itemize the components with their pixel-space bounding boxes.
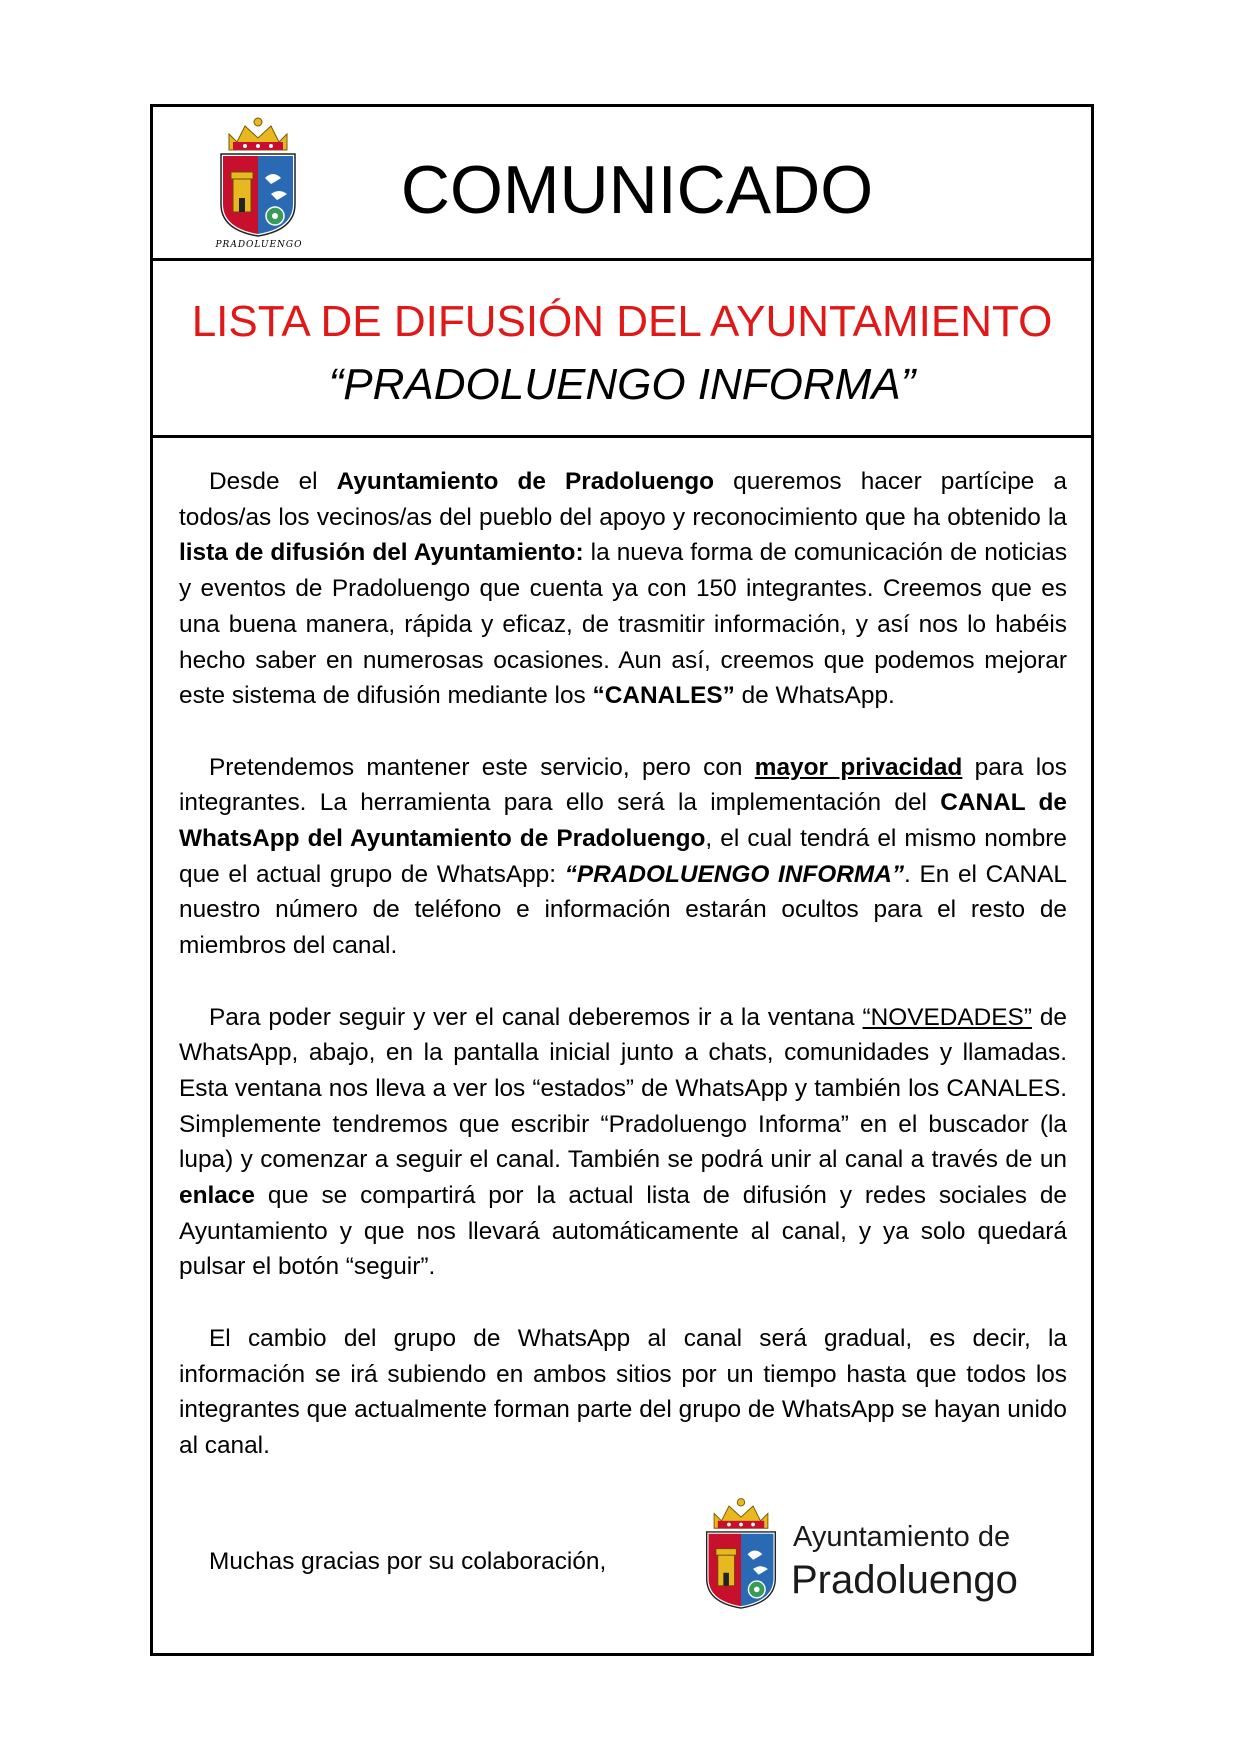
svg-text:PRADOLUENGO: PRADOLUENGO — [215, 240, 303, 250]
text-run: . En el CANAL nuestro número de teléfono e información estarán ocultos para el resto de miembros del canal. — [179, 860, 1067, 960]
subject-box — [153, 258, 1091, 438]
bold-text: enlace — [179, 1182, 255, 1210]
signature-line-2: Pradoluengo — [791, 1558, 1018, 1602]
subject-line-1: LISTA DE DIFUSIÓN DEL AYUNTAMIENTO — [191, 297, 1053, 346]
crest-caption-graphic — [209, 235, 309, 251]
text-run: que se compartirá por la actual lista de difusión y redes sociales de Ayuntamiento y que nos llevará automáticamente al canal, y ya solo quedará pulsar el botón “seguir”. — [179, 1182, 1067, 1281]
bold-italic-text: “PRADOLUENGO INFORMA” — [564, 860, 905, 888]
closing-text: Muchas gracias por su colaboración, — [209, 1548, 607, 1575]
underlined-text: “NOVEDADES” — [862, 1003, 1032, 1031]
text-run: Desde el — [209, 468, 337, 495]
bold-underlined-text: mayor privacidad — [754, 753, 963, 781]
signature-line-1: Ayuntamiento de — [793, 1521, 1011, 1553]
text-run: para los integrantes. La herramienta para ello será la implementación del — [179, 753, 1067, 817]
bold-text: Ayuntamiento de Pradoluengo — [336, 468, 715, 495]
paragraph-1 — [179, 464, 1067, 714]
paragraph-2 — [179, 750, 1067, 964]
text-run: queremos hacer partícipe a todos/as los vecinos/as del pueblo del apoyo y reconocimiento que ha obtenido la — [179, 468, 1067, 531]
bold-text: “CANALES” — [592, 682, 735, 710]
text-run: de WhatsApp. — [734, 682, 895, 710]
text-run: de WhatsApp, abajo, en la pantalla inicial junto a chats, comunidades y llamadas. Esta ventana nos lleva a ver los “estados” de WhatsApp y también los CANALES. Simplemente tendremos que escribir “Pradoluengo Informa” en el buscador (la lupa) y comenzar a seguir el canal. También se podrá unir al canal a través de un — [179, 1003, 1067, 1174]
body-text — [179, 464, 1067, 1499]
header-box — [153, 107, 1091, 261]
text-run: Pretendemos mantener este servicio, pero con — [209, 753, 755, 781]
bold-text: CANAL de WhatsApp del Ayuntamiento de Pradoluengo — [179, 789, 1067, 853]
text-run: la nueva forma de comunicación de noticias y eventos de Pradoluengo que cuenta ya con 150 integrantes. Creemos que es una buena manera, rápida y eficaz, de trasmitir información, y así nos lo habéis hecho saber en numerosas ocasiones. Aun así, creemos que podemos mejorar este sistema de difusión mediante los — [179, 539, 1068, 710]
text-run: , el cual tendrá el mismo nombre que el actual grupo de WhatsApp: — [179, 825, 1067, 888]
text-run: Para poder seguir y ver el canal deberemos ir a la ventana — [209, 1003, 863, 1031]
subject-line-2: “PRADOLUENGO INFORMA” — [328, 360, 916, 409]
notice-frame — [150, 104, 1094, 1656]
paragraph-4: El cambio del grupo de WhatsApp al canal será gradual, es decir, la información se irá subiendo en ambos sitios por un tiempo hasta que todos los integrantes que actualmente forman parte del grupo de WhatsApp se hayan unido al canal. — [179, 1324, 1067, 1459]
paragraph-3 — [179, 1000, 1067, 1286]
bold-text: lista de difusión del Ayuntamiento: — [179, 539, 584, 567]
coat-of-arms-icon — [701, 1493, 781, 1621]
page-title: COMUNICADO — [400, 152, 874, 228]
